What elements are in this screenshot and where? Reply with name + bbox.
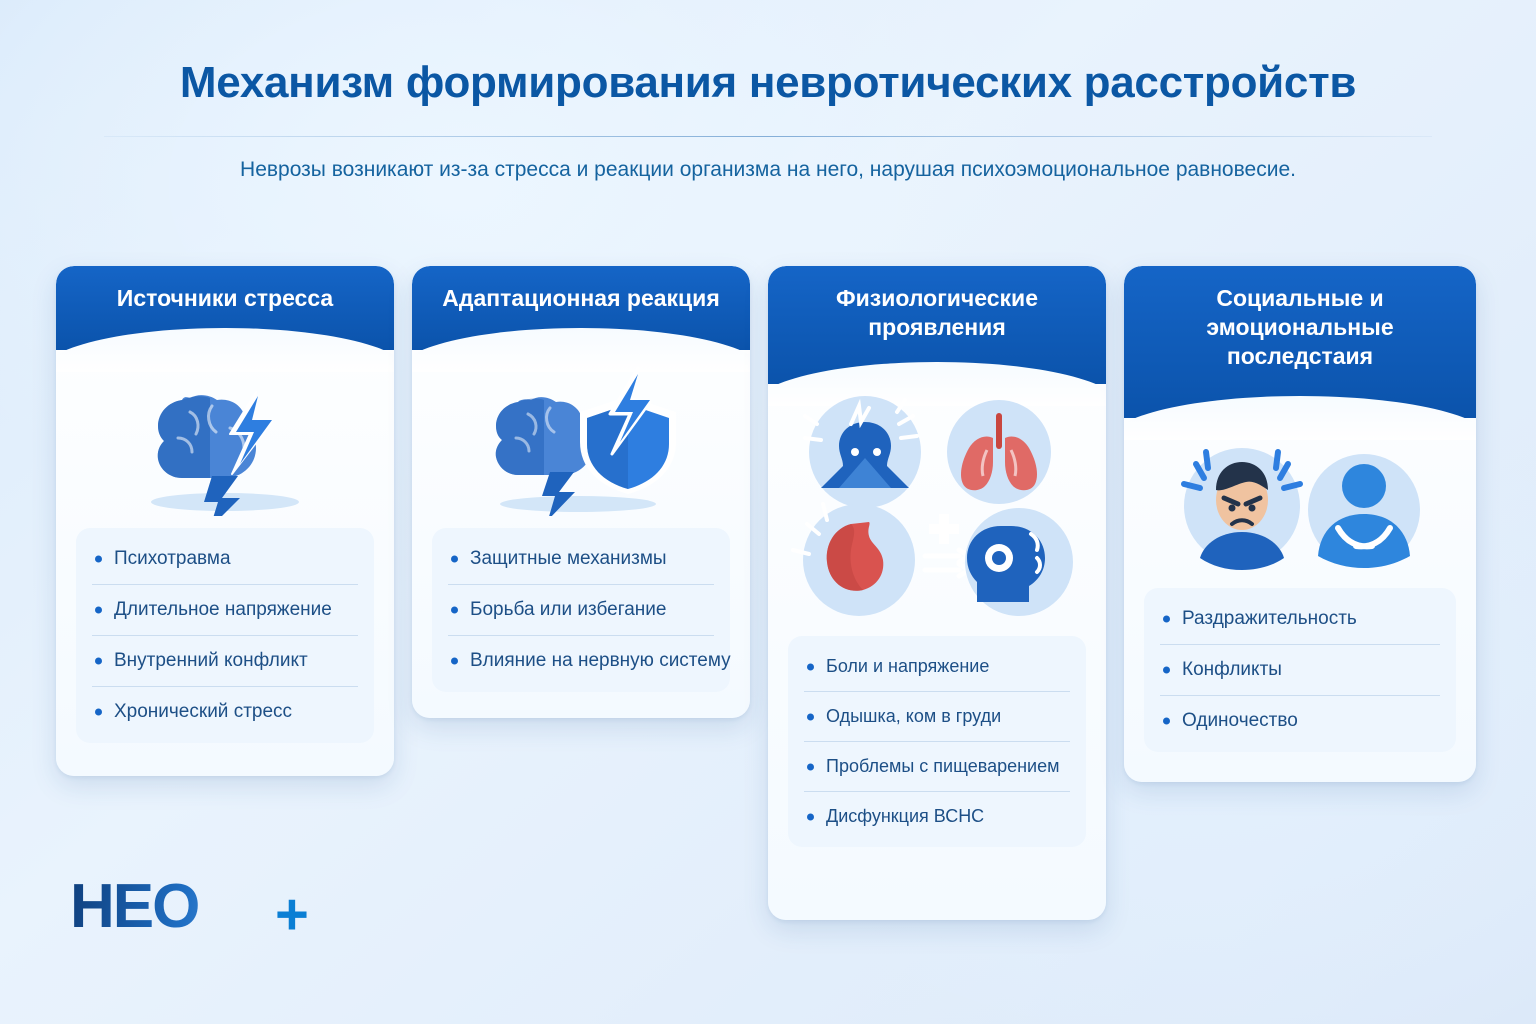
list-item: Хронический стресс xyxy=(92,687,358,737)
list-item: Борьба или избегание xyxy=(448,585,714,636)
list-item: Проблемы с пищеварением xyxy=(804,742,1070,792)
list-item: Раздражительность xyxy=(1160,594,1440,645)
page-title: Механизм формирования невротических расстройств xyxy=(179,58,1357,107)
list-item: Одиночество xyxy=(1160,696,1440,746)
card-physiological-manifestations xyxy=(768,266,1106,920)
card-adaptive-reaction xyxy=(412,266,750,718)
list-item: Боли и напряжение xyxy=(804,642,1070,692)
list-item: Конфликты xyxy=(1160,645,1440,696)
title-divider xyxy=(104,136,1432,137)
cards-row xyxy=(56,266,1480,920)
list-item: Одышка, ком в груди xyxy=(804,692,1070,742)
card-title-stress-sources: Источники стресса xyxy=(56,266,394,350)
headache-lungs-stomach-icon xyxy=(768,394,1106,624)
brand-logo xyxy=(70,872,330,947)
brand-plus-icon: + xyxy=(275,882,309,947)
card-title-physiological-manifestations: Физиологические проявления xyxy=(768,266,1106,384)
brain-shield-lightning-icon xyxy=(412,366,750,516)
list-social-emotional-consequences xyxy=(1144,588,1456,752)
list-item: Дисфункция ВСНС xyxy=(804,792,1070,841)
angry-person-lonely-person-icon xyxy=(1124,436,1476,576)
card-social-emotional-consequences xyxy=(1124,266,1476,782)
card-stress-sources xyxy=(56,266,394,776)
list-item: Влияние на нервную систему xyxy=(448,636,714,686)
brand-name: HEO xyxy=(70,876,330,938)
card-title-social-emotional-consequences: Социальные и эмоциональные последстаия xyxy=(1124,266,1476,418)
card-title-adaptive-reaction: Адаптационная реакция xyxy=(412,266,750,350)
brain-lightning-icon xyxy=(56,366,394,516)
list-stress-sources xyxy=(76,528,374,743)
list-item: Защитные механизмы xyxy=(448,534,714,585)
list-item: Внутренний конфликт xyxy=(92,636,358,687)
list-physiological-manifestations xyxy=(788,636,1086,847)
list-adaptive-reaction xyxy=(432,528,730,692)
page-subtitle: Неврозы возникают из-за стресса и реакции организма на него, нарушая психоэмоциональное равновесие. xyxy=(240,158,1296,181)
list-item: Длительное напряжение xyxy=(92,585,358,636)
list-item: Психотравма xyxy=(92,534,358,585)
